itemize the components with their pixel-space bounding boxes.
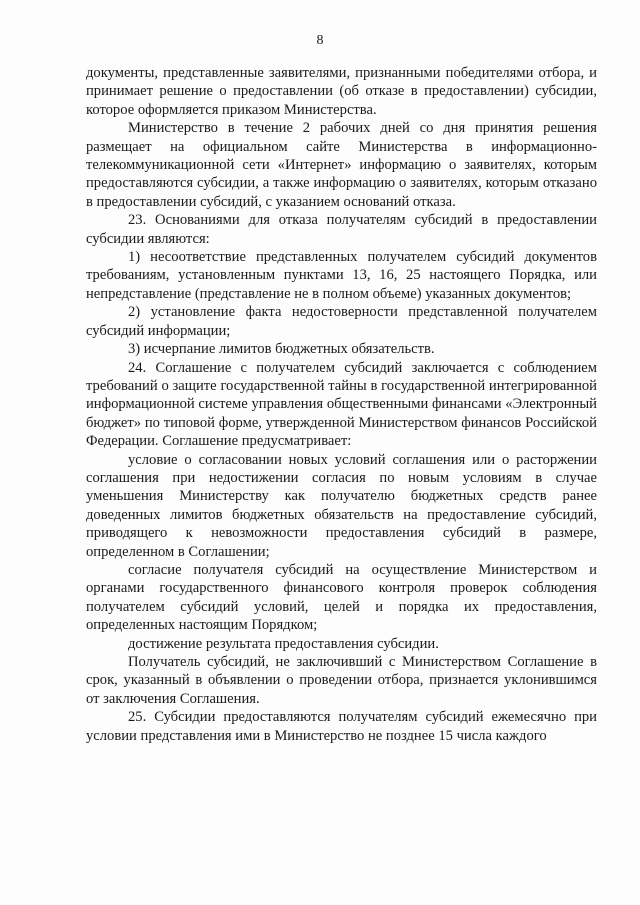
list-item-2-inaccuracy: 2) установление факта недостоверности представленной получателем субсидий информации; xyxy=(86,304,597,339)
document-body xyxy=(86,64,597,745)
agreement-condition-renegotiation: условие о согласовании новых условий соглашения или о расторжении соглашения при недостижении согласия по новым условиям в случае уменьшения Министерству как получателю бюджетных средств ранее доведенных лимитов бюджетных обязательств на предоставление субсидий, приводящего к невозможности предоставления субсидий в размере, определенном в Соглашении; xyxy=(86,451,597,560)
paragraph-continuation: документы, представленные заявителями, признанными победителями отбора, и принимает решение о предоставлении (об отказе в предоставлении) субсидии, которое оформляется приказом Министерства. xyxy=(86,65,597,118)
paragraph-24-agreement: 24. Соглашение с получателем субсидий заключается с соблюдением требований о защите государственной тайны в государственной интегрированной информационной системе управления общественными финансами «Электронный бюджет» по типовой форме, утвержденной Министерством финансов Российской Федерации. Соглашение предусматривает: xyxy=(86,359,597,450)
list-item-1-noncompliance: 1) несоответствие представленных получателем субсидий документов требованиям, установленным пунктами 13, 16, 25 настоящего Порядка, или непредставление (представление не в полном объеме) указанных документов; xyxy=(86,249,597,302)
list-item-3-limits-exhausted: 3) исчерпание лимитов бюджетных обязательств. xyxy=(128,341,435,358)
paragraph-evasion: Получатель субсидий, не заключивший с Министерством Соглашение в срок, указанный в объявлении о проведении отбора, признается уклонившимся от заключения Соглашения. xyxy=(86,654,597,707)
page-number: 8 xyxy=(316,33,324,48)
agreement-condition-result: достижение результата предоставления субсидии. xyxy=(128,635,439,652)
paragraph-25-monthly-subsidies: 25. Субсидии предоставляются получателям субсидий ежемесячно при условии представления ими в Министерство не позднее 15 числа каждого xyxy=(86,709,597,744)
paragraph-ministry-publication: Министерство в течение 2 рабочих дней со дня принятия решения размещает на официальном сайте Министерства в информационно-телекоммуникационной сети «Интернет» информацию о заявителях, которым предоставляются субсидии, а также информацию о заявителях, которым отказано в предоставлении субсидий, с указанием оснований отказа. xyxy=(86,120,597,210)
paragraph-23-refusal-grounds: 23. Основаниями для отказа получателям субсидий в предоставлении субсидии являются: xyxy=(86,212,597,247)
agreement-condition-consent-inspections: согласие получателя субсидий на осуществление Министерством и органами государственного финансового контроля проверок соблюдения получателем субсидий условий, целей и порядка их предоставления, определенных настоящим Порядком; xyxy=(86,561,597,634)
